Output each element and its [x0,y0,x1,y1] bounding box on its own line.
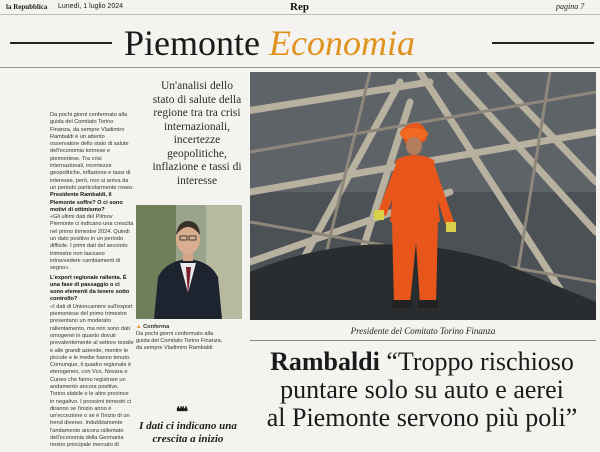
interview-question: L'export regionale rallenta. È una fase di passaggio o ci sono elementi da tenere sotto controllo? [50,274,130,303]
title-underline [0,67,600,68]
portrait-illustration [136,205,242,319]
intro-blurb: Un'analisi dello stato di salute della regione tra tra crisi internazionali, incertezze geopolitiche, inflazione e tassi di interesse [152,80,242,187]
interview-question: Presidente Rambaldi, il Piemonte soffre? O ci sono motivi di ottimismo? [50,192,123,213]
main-photo [250,72,596,320]
caption-label: Conferma [143,324,170,330]
headline [252,348,592,432]
page-number: pagina 7 [556,2,585,11]
top-bar [0,0,600,15]
headline-line: puntare solo su auto e aerei [280,375,564,404]
headline-name: Rambaldi [270,347,380,376]
caption-text: Da pochi giorni confermato alla guida del Comitato Torino Finanza, da sempre Vladimiro Rambaldi [136,331,223,351]
article-paragraph: «Gli ultimi dati del Pilmov Piemonte ci indicano una crescita nel primo trimestre 2024. Quindi un dato positivo in un periodo difficile. I primi dati del secondo trimestre non lasciano intravvedere cambiamenti di segno». [50,214,134,272]
section-title [124,23,415,63]
quote-marks-icon: ❝❝ [176,404,186,419]
portrait-caption [136,324,226,352]
issue-date: Lunedì, 1 luglio 2024 [58,3,123,10]
section-mark: Rep [290,1,309,13]
caption-divider [250,340,596,341]
title-economia: Economia [268,23,415,63]
headline-line: al Piemonte servono più poli” [266,403,578,432]
subject-caption: Presidente del Comitato Torino Finanza [350,326,496,336]
title-rule-right [492,42,594,44]
article-body [50,112,134,450]
portrait-photo [136,205,242,319]
pull-quote: I dati ci indicano una crescita a inizio [139,420,237,445]
caption-arrow-icon: ▲ [136,324,142,330]
title-piemonte: Piemonte [124,23,260,63]
worker-illustration [250,72,596,320]
article-paragraph: «I dati di Unioncamere sull'export piemontese del primo trimestre presentano un moderato rallentamento, ma non sono dati omogenei in quanto dovuti prevalentemente al settore tessile e alle grandi aziende, mentre le piccole e le medie hanno tenuto. Comunque, il quadro regionale è eterogeneo, con Vco, Novara e Cuneo che fanno registrare un andamento ancora positivo, Torino stabile e le altre province in negativo. I prossimi trimestri ci diranno se l'inizio anno è un'eccezione o se è l'inizio di un trend diverso. Indubbiamente l'andamento ancora rallentato dell'economia della Germania nostro principale mercato di [50,303,134,449]
headline-line: “Troppo rischioso [386,347,574,376]
title-rule-left [10,42,112,44]
newspaper-logo: la Repubblica [6,3,48,11]
article-paragraph: Da pochi giorni confermato alla guida del Comitato Torino Finanza, da sempre Vladimiro Rambaldi è un attento osservatore dello stato di salute dell'economia torinese e piemontese. Tra crisi internazionali, incertezze geopolitiche, inflazione e tassi di interesse, però, non si arriva da un periodo particolarmente roseo. [50,112,134,191]
